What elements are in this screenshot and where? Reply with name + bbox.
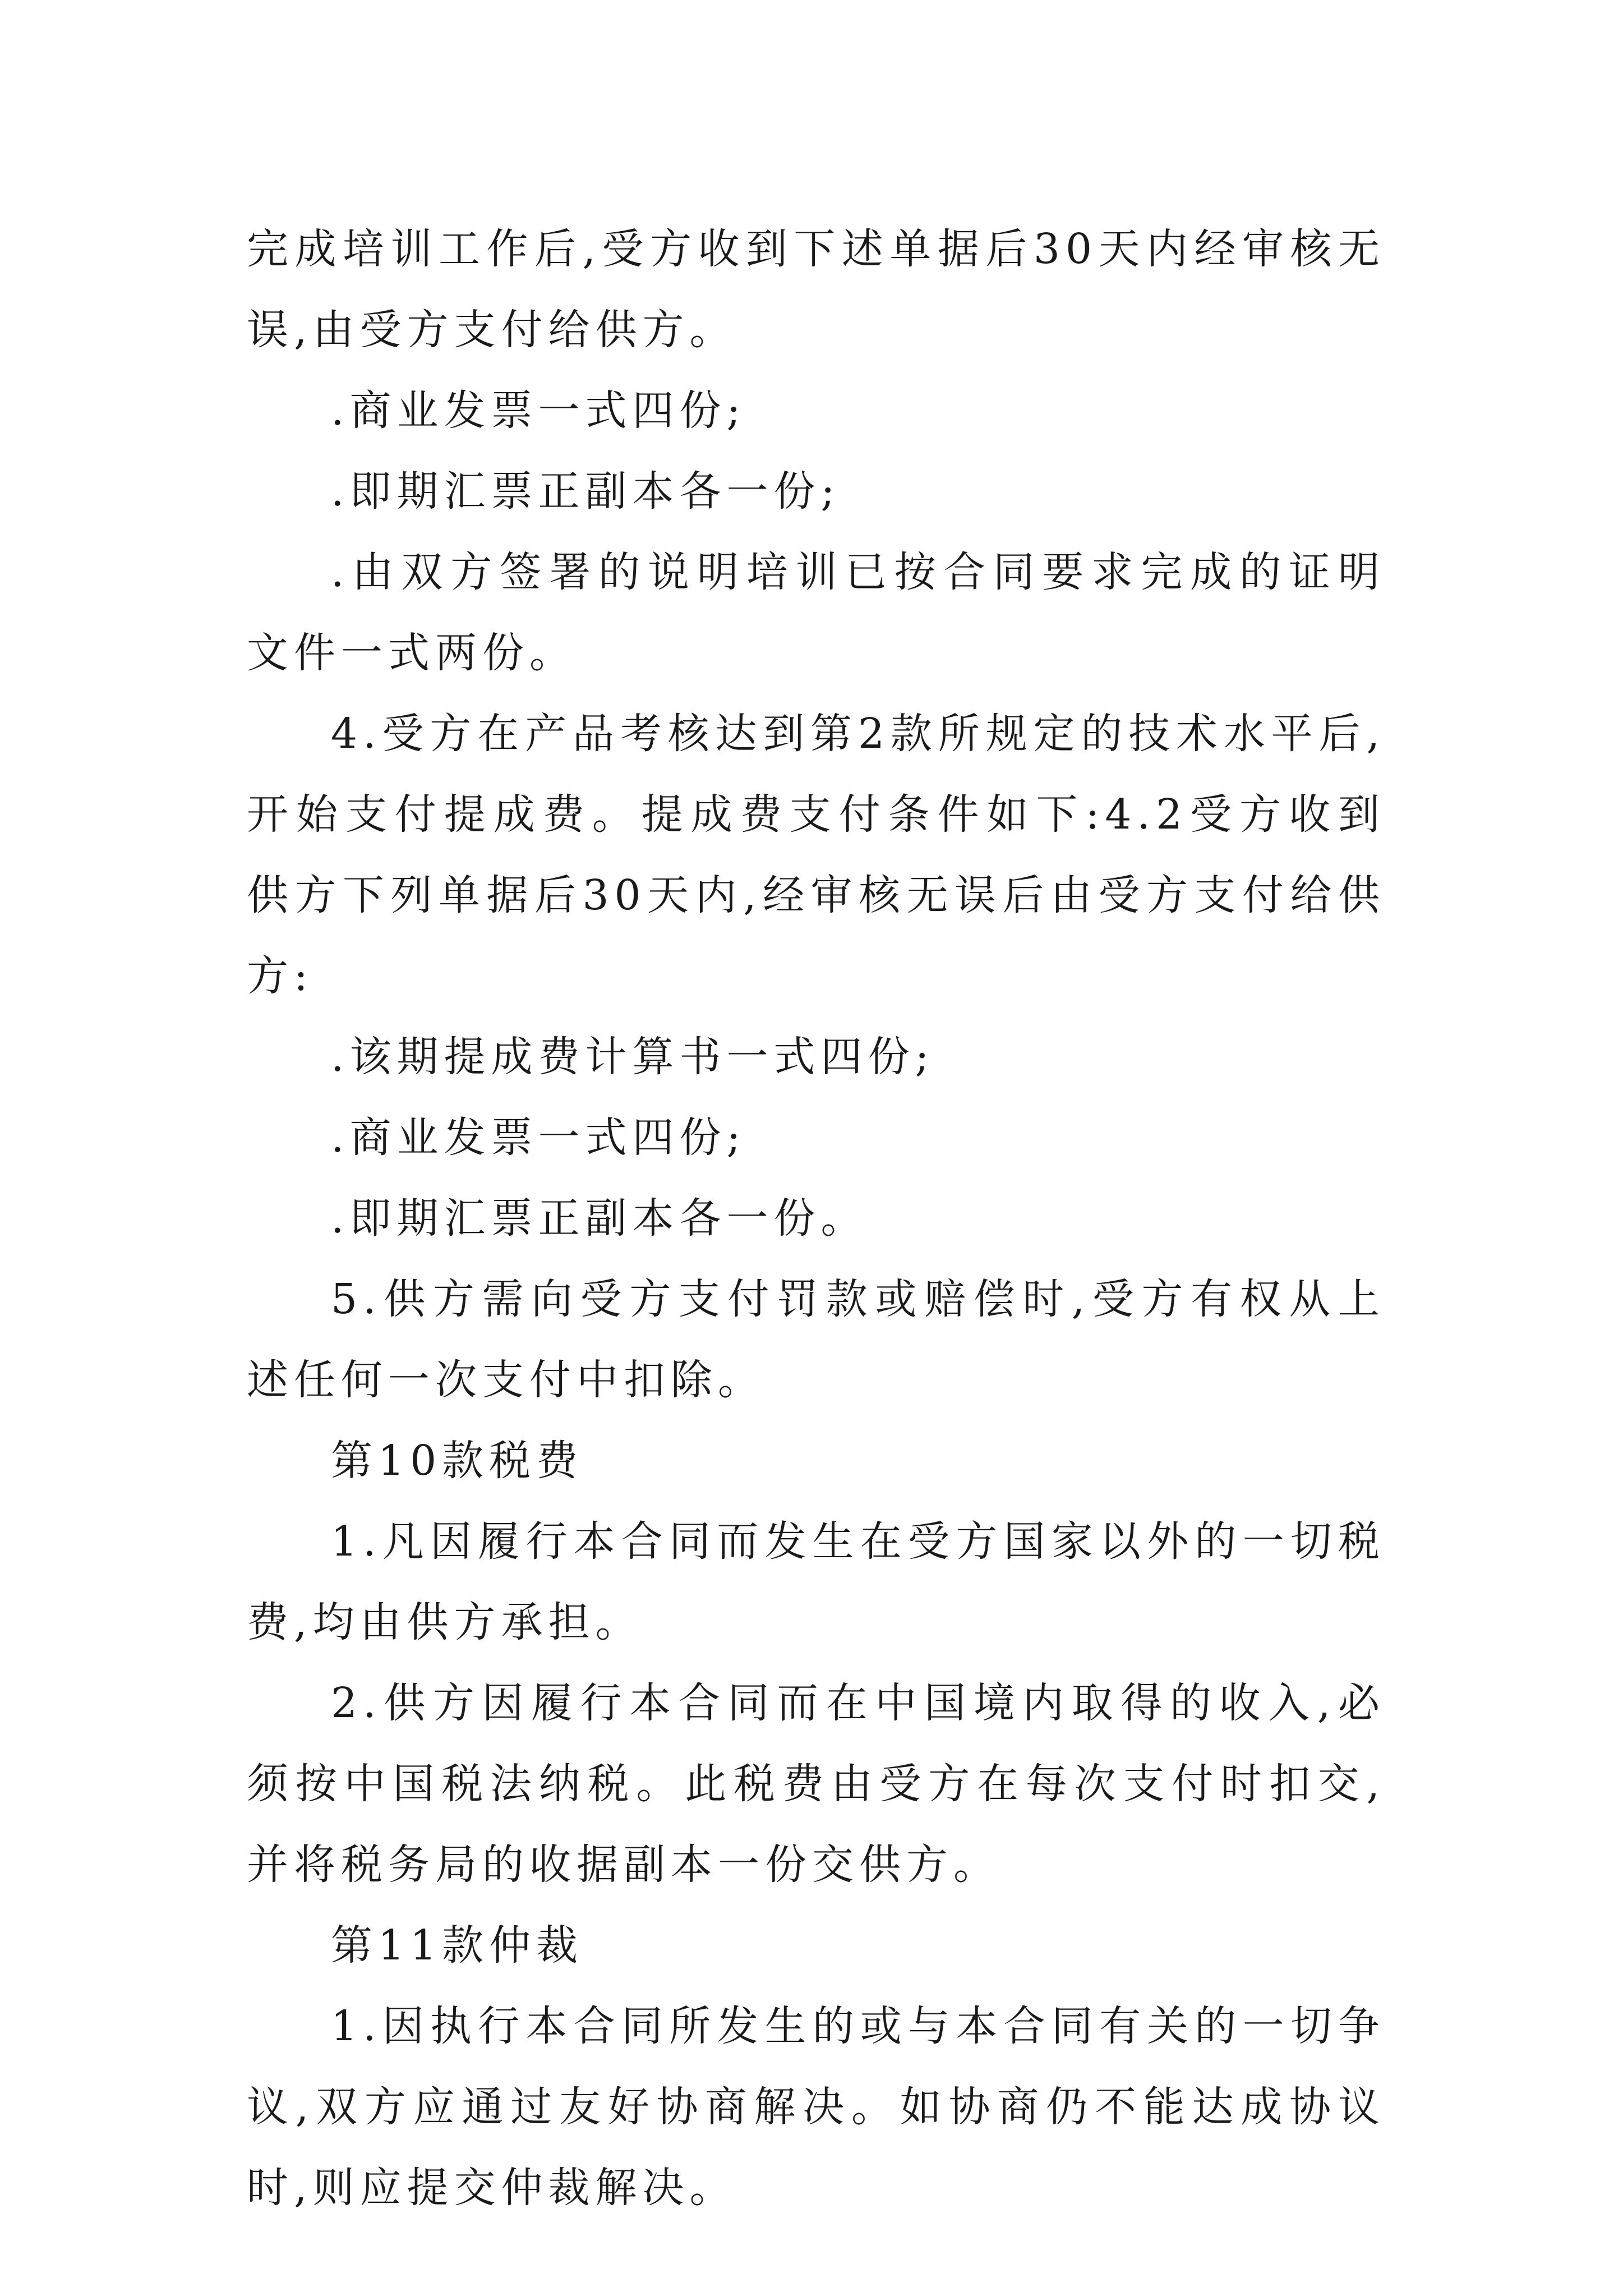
paragraph: .即期汇票正副本各一份。 (331, 1194, 868, 1243)
section-heading: 第11款仲裁 (331, 1921, 584, 1970)
paragraph: .即期汇票正副本各一份; (331, 467, 841, 516)
paragraph: 4.受方在产品考核达到第2款所规定的技术水平后,开始支付提成费。提成费支付条件如下:4.2受方收到供方下列单据后30天内,经审核无误后由受方支付给供方: (247, 710, 1385, 1000)
paragraph: .该期提成费计算书一式四份; (331, 1033, 935, 1081)
paragraph: 5.供方需向受方支付罚款或赔偿时,受方有权从上述任何一次支付中扣除。 (247, 1275, 1385, 1404)
paragraph: 完成培训工作后,受方收到下述单据后30天内经审核无误,由受方支付给供方。 (247, 225, 1385, 354)
paragraph: .由双方签署的说明培训已按合同要求完成的证明文件一式两份。 (247, 548, 1385, 677)
paragraph: .商业发票一式四份; (331, 386, 746, 435)
paragraph: .商业发票一式四份; (331, 1114, 746, 1162)
paragraph: 2.供方因履行本合同而在中国境内取得的收入,必须按中国税法纳税。此税费由受方在每次支付时扣交,并将税务局的收据副本一份交供方。 (247, 1679, 1385, 1889)
section-heading: 第10款税费 (331, 1437, 584, 1485)
paragraph: 1.凡因履行本合同而发生在受方国家以外的一切税费,均由供方承担。 (247, 1517, 1385, 1646)
paragraph: 1.因执行本合同所发生的或与本合同有关的一切争议,双方应通过友好协商解决。如协商仍不能达成协议时,则应提交仲裁解决。 (247, 2002, 1385, 2212)
document-body (247, 209, 1385, 2228)
